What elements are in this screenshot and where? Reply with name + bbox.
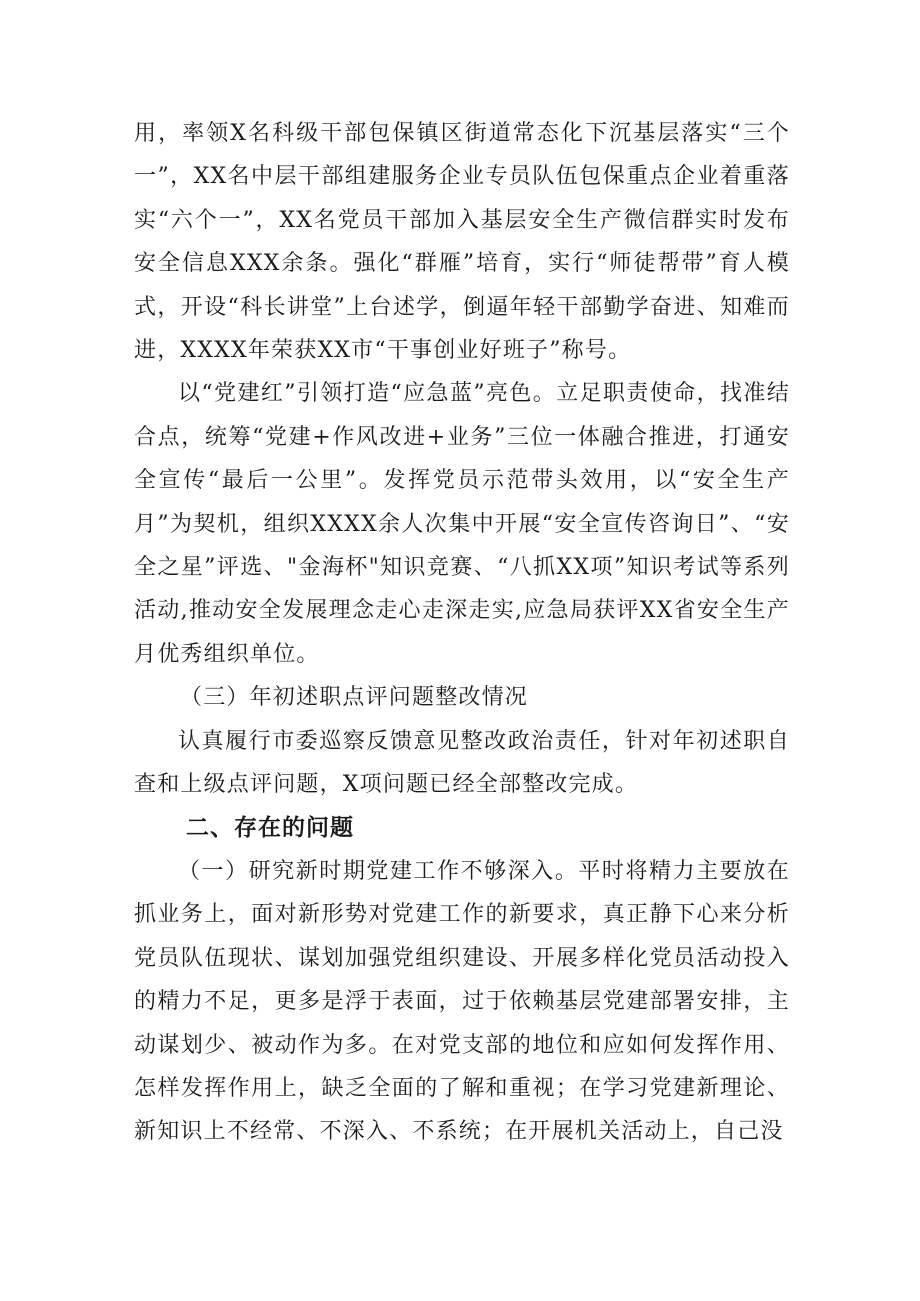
section-heading-problems: 二、存在的问题 [186, 814, 354, 841]
paragraph-rectification: 认真履行市委巡察反馈意见整改政治责任，针对年初述职自查和上级点评问题，X项问题已经全部整改完成。 [134, 728, 790, 798]
paragraph-continued: 用，率领X名科级干部包保镇区街道常态化下沉基层落实“三个一”，XX名中层干部组建服务企业专员队伍包保重点企业着重落实“六个一”，XX名党员干部加入基层安全生产微信群实时发布安全信息XXX余条。强化“群雁”培育，实行“师徒帮带”育人模式，开设“科长讲堂”上台述学，倒逼年轻干部勤学奋进、知难而进，XXXX年荣获XX市“干事创业好班子”称号。 [134, 121, 790, 364]
sub-heading-rectification: （三）年初述职点评问题整改情况 [180, 685, 529, 711]
document-body [134, 112, 790, 1154]
paragraph-party-building: 以“党建红”引领打造“应急蓝”亮色。立足职责使命，找准结合点，统筹“党建+作风改进+业务”三位一体融合推进，打通安全宣传“最后一公里”。发挥党员示范带头效用，以“安全生产月”为契机，组织XXXX余人次集中开展“安全宣传咨询日”、“安全之星”评选、"金海杯"知识竞赛、“八抓XX项”知识考试等系列活动,推动安全发展理念走心走深走实,应急局获评XX省安全生产月优秀组织单位。 [134, 381, 790, 667]
paragraph-problem-one: （一）研究新时期党建工作不够深入。平时将精力主要放在抓业务上，面对新形势对党建工作的新要求，真正静下心来分析党员队伍现状、谋划加强党组织建设、开展多样化党员活动投入的精力不足，更多是浮于表面，过于依赖基层党建部署安排，主动谋划少、被动作为多。在对党支部的地位和应如何发挥作用、怎样发挥作用上，缺乏全面的了解和重视；在学习党建新理论、新知识上不经常、不深入、不系统；在开展机关活动上，自己没 [134, 858, 790, 1145]
